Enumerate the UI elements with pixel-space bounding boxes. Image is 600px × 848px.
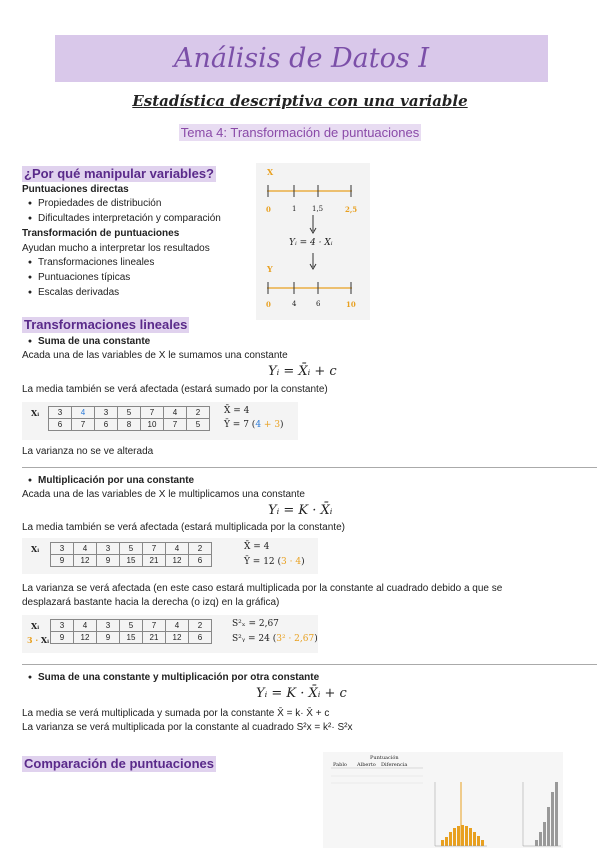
y-label: Y bbox=[267, 264, 273, 274]
page-title: Análisis de Datos I bbox=[174, 43, 429, 74]
note-part: ) bbox=[314, 634, 318, 644]
transform-item: ● Transformaciones lineales bbox=[22, 257, 154, 269]
direct-item: ● Dificultades interpretación y comparación bbox=[22, 213, 221, 225]
y-tick-label: 4 bbox=[292, 300, 297, 308]
sum-text: Acada una de las variables de X le sumamos una constante bbox=[22, 350, 288, 361]
table-cell: 7 bbox=[72, 419, 95, 431]
topic-label bbox=[0, 125, 600, 140]
table-cell: 4 bbox=[164, 407, 187, 419]
mult-variance-text-1: La varianza se verá afectada (en este caso estará multiplicada por la constante al cuadrado debido a que se bbox=[22, 583, 503, 594]
topic-text: Tema 4: Transformación de puntuaciones bbox=[180, 125, 420, 140]
x-tick-label: 1,5 bbox=[312, 205, 324, 213]
table-cell: 2 bbox=[189, 620, 212, 632]
comparison-histograms bbox=[323, 752, 563, 848]
sum-mean-text: La media también se verá afectada (estará sumado por la constante) bbox=[22, 384, 328, 395]
table-cell: 4 bbox=[74, 620, 97, 632]
both-formula: Yᵢ = K · X̄ᵢ + c bbox=[256, 686, 347, 701]
label-part: Xᵢ bbox=[40, 635, 50, 645]
table-cell: 6 bbox=[189, 632, 212, 644]
mult-note-mean-y bbox=[244, 557, 305, 567]
table-cell: 9 bbox=[51, 632, 74, 644]
histogram-left bbox=[441, 825, 484, 846]
note-part: 4 bbox=[255, 420, 262, 430]
table-cell: 15 bbox=[120, 555, 143, 567]
table-cell: 4 bbox=[72, 407, 95, 419]
note-part: 3² · 2,67 bbox=[276, 634, 315, 644]
sum-table bbox=[48, 406, 210, 431]
note-part: Ȳ = 7 ( bbox=[224, 420, 256, 430]
note-part: 3 bbox=[274, 420, 281, 430]
table-cell: 3 bbox=[51, 620, 74, 632]
table-cell: 7 bbox=[143, 543, 166, 555]
table-cell: 10 bbox=[141, 419, 164, 431]
table-cell: 3 bbox=[97, 620, 120, 632]
y-tick-label: 6 bbox=[316, 300, 321, 308]
table-cell: 7 bbox=[141, 407, 164, 419]
x-tick-label: 0 bbox=[266, 205, 271, 214]
direct-title: Puntuaciones directas bbox=[22, 184, 129, 195]
variance-table bbox=[50, 619, 212, 644]
sum-note-mean-y bbox=[224, 420, 284, 430]
table-cell: 6 bbox=[95, 419, 118, 431]
page-subtitle: Estadística descriptiva con una variable bbox=[132, 92, 468, 110]
mult-mean-text: La media también se verá afectada (estará multiplicada por la constante) bbox=[22, 522, 345, 533]
sum-row-label: Xᵢ bbox=[31, 408, 40, 418]
note-part: 3 · 4 bbox=[281, 557, 302, 567]
mult-note-mean-x: X̄ = 4 bbox=[244, 542, 270, 552]
table-cell: 8 bbox=[118, 419, 141, 431]
chart-col: Pablo bbox=[333, 762, 347, 768]
table-cell: 12 bbox=[166, 555, 189, 567]
table-cell: 6 bbox=[189, 555, 212, 567]
table-cell: 21 bbox=[143, 632, 166, 644]
variance-row-label-2 bbox=[27, 635, 49, 645]
x-tick-label: 1 bbox=[292, 205, 297, 213]
table-cell: 12 bbox=[74, 555, 97, 567]
label-part: 3 · bbox=[27, 635, 41, 645]
mult-text: Acada una de las variables de X le multiplicamos una constante bbox=[22, 489, 305, 500]
table-cell: 12 bbox=[74, 632, 97, 644]
x-tick-label: 2,5 bbox=[345, 205, 358, 214]
divider bbox=[22, 467, 597, 468]
table-cell: 5 bbox=[120, 543, 143, 555]
table-cell: 3 bbox=[95, 407, 118, 419]
table-cell: 4 bbox=[166, 543, 189, 555]
sum-note-mean-x: X̄ = 4 bbox=[224, 406, 250, 416]
sum-formula: Yᵢ = X̄ᵢ + c bbox=[268, 364, 337, 379]
sum-variance-text: La varianza no se ve alterada bbox=[22, 446, 154, 457]
transform-item: ● Escalas derivadas bbox=[22, 287, 119, 299]
transform-text: Ayudan mucho a interpretar los resultados bbox=[22, 243, 210, 254]
mult-table bbox=[50, 542, 212, 567]
table-cell: 15 bbox=[120, 632, 143, 644]
histogram-right bbox=[535, 782, 558, 846]
table-cell: 3 bbox=[51, 543, 74, 555]
table-cell: 4 bbox=[166, 620, 189, 632]
note-part: + bbox=[261, 420, 275, 430]
variance-note-y bbox=[232, 634, 318, 644]
divider bbox=[22, 664, 597, 665]
comparison-heading: Comparación de puntuaciones bbox=[24, 756, 214, 771]
mult-formula: Yᵢ = K · X̄ᵢ bbox=[268, 503, 333, 518]
diagram-formula: Yᵢ = 4 · Xᵢ bbox=[289, 238, 333, 248]
both-mean-text: La media se verá multiplicada y sumada por la constante X̄ = k· X̄ + c bbox=[22, 708, 330, 719]
table-cell: 9 bbox=[97, 632, 120, 644]
linear-heading: Transformaciones lineales bbox=[24, 317, 188, 332]
mult-title: ● Multiplicación por una constante bbox=[22, 475, 194, 487]
table-cell: 5 bbox=[120, 620, 143, 632]
table-cell: 3 bbox=[97, 543, 120, 555]
table-cell: 5 bbox=[118, 407, 141, 419]
both-title: ● Suma de una constante y multiplicación por otra constante bbox=[22, 672, 319, 684]
y-tick-label: 10 bbox=[346, 300, 356, 309]
table-cell: 9 bbox=[51, 555, 74, 567]
note-part: ) bbox=[280, 420, 284, 430]
table-cell: 21 bbox=[143, 555, 166, 567]
y-tick-label: 0 bbox=[266, 300, 271, 309]
variance-note-x: S²ₓ = 2,67 bbox=[232, 619, 279, 629]
chart-col: Alberto bbox=[357, 762, 376, 768]
table-cell: 4 bbox=[74, 543, 97, 555]
table-cell: 12 bbox=[166, 632, 189, 644]
table-cell: 2 bbox=[187, 407, 210, 419]
table-cell: 9 bbox=[97, 555, 120, 567]
note-part: ) bbox=[301, 557, 305, 567]
sum-title: ● Suma de una constante bbox=[22, 336, 150, 348]
note-part: Ȳ = 12 ( bbox=[244, 557, 282, 567]
both-variance-text: La varianza se verá multiplicada por la constante al cuadrado S²x = k²· S²x bbox=[22, 722, 353, 733]
table-cell: 5 bbox=[187, 419, 210, 431]
variance-row-label-1: Xᵢ bbox=[31, 621, 40, 631]
chart-title: Puntuación bbox=[370, 755, 399, 761]
transform-title: Transformación de puntuaciones bbox=[22, 228, 180, 239]
table-cell: 7 bbox=[164, 419, 187, 431]
table-cell: 6 bbox=[49, 419, 72, 431]
table-cell: 2 bbox=[189, 543, 212, 555]
chart-col: Diferencia bbox=[381, 762, 408, 768]
mult-variance-text-2: desplazará bastante hacia la derecha (o izq) en la gráfica) bbox=[22, 597, 280, 608]
note-part: S²ᵧ = 24 ( bbox=[232, 634, 277, 644]
transform-item: ● Puntuaciones típicas bbox=[22, 272, 130, 284]
x-label: X bbox=[267, 167, 274, 177]
mult-row-label: Xᵢ bbox=[31, 544, 40, 554]
why-heading: ¿Por qué manipular variables? bbox=[24, 166, 214, 181]
direct-item: ● Propiedades de distribución bbox=[22, 198, 161, 210]
table-cell: 3 bbox=[49, 407, 72, 419]
table-cell: 7 bbox=[143, 620, 166, 632]
